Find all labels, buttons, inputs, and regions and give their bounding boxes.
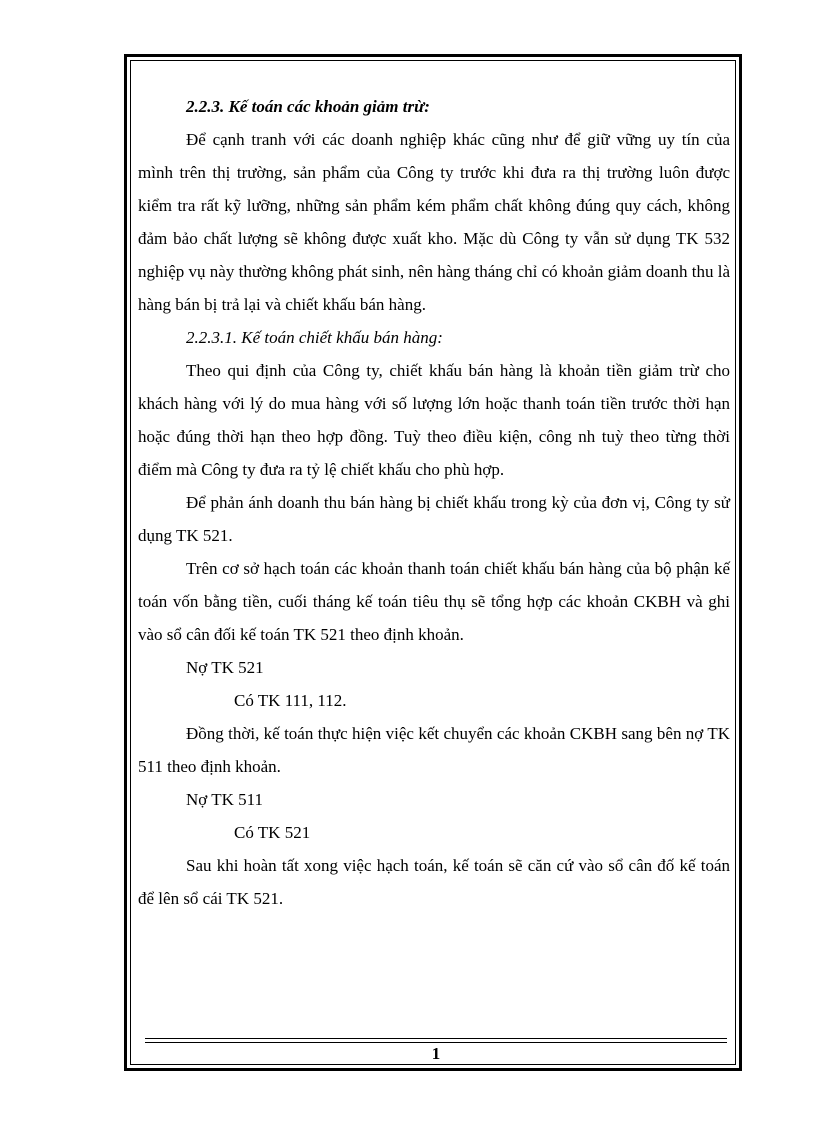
paragraph-transfer: Đồng thời, kế toán thực hiện việc kết chuyển các khoản CKBH sang bên nợ TK 511 theo định khoản. (138, 724, 730, 776)
document-body (138, 90, 730, 915)
journal-entry-2-debit: Nợ TK 511 (186, 790, 263, 809)
paragraph-account-used: Để phản ánh doanh thu bán hàng bị chiết khấu trong kỳ của đơn vị, Công ty sử dụng TK 521. (138, 493, 730, 545)
section-heading: 2.2.3. Kế toán các khoản giảm trừ: (186, 97, 430, 116)
subsection-heading: 2.2.3.1. Kế toán chiết khấu bán hàng: (186, 328, 443, 347)
paragraph-discount-policy: Theo qui định của Công ty, chiết khấu bán hàng là khoản tiền giảm trừ cho khách hàng với lý do mua hàng với số lượng lớn hoặc thanh toán tiền trước thời hạn hoặc đúng thời hạn theo hợp đồng. Tuỳ theo điều kiện, công nh tuỳ theo từng thời điểm mà Công ty đưa ra tỷ lệ chiết khấu cho phù hợp. (138, 361, 730, 479)
paragraph-month-end: Trên cơ sở hạch toán các khoản thanh toán chiết khấu bán hàng của bộ phận kế toán vốn bằng tiền, cuối tháng kế toán tiêu thụ sẽ tổng hợp các khoản CKBH và ghi vào sổ cân đối kế toán TK 521 theo định khoản. (138, 559, 730, 644)
journal-entry-1-credit: Có TK 111, 112. (234, 691, 347, 710)
paragraph-intro: Để cạnh tranh với các doanh nghiệp khác cũng như để giữ vững uy tín của mình trên thị trường, sản phẩm của Công ty trước khi đưa ra thị trường luôn được kiểm tra rất kỹ lưỡng, những sản phẩm kém phẩm chất không đúng quy cách, không đảm bảo chất lượng sẽ không được xuất kho. Mặc dù Công ty vẫn sử dụng TK 532 nghiệp vụ này thường không phát sinh, nên hàng tháng chỉ có khoản giảm doanh thu là hàng bán bị trả lại và chiết khấu bán hàng. (138, 130, 730, 314)
footer-rule-top (145, 1038, 727, 1039)
journal-entry-1-debit: Nợ TK 521 (186, 658, 264, 677)
paragraph-ledger: Sau khi hoàn tất xong việc hạch toán, kế toán sẽ căn cứ vào sổ cân đố kế toán để lên sổ cái TK 521. (138, 856, 730, 908)
journal-entry-2-credit: Có TK 521 (234, 823, 311, 842)
page-number: 1 (431, 1044, 441, 1063)
